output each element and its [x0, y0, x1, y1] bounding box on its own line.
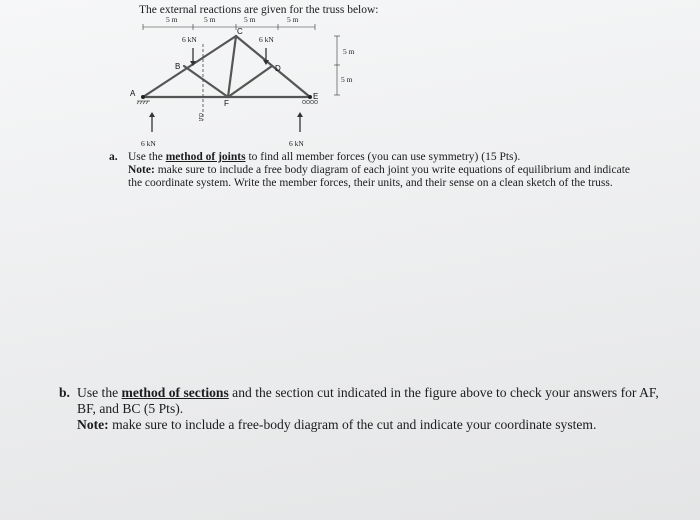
- top-dimension-line: [143, 24, 315, 30]
- top-dim-3: 5 m: [244, 15, 256, 24]
- joint-label-b: B: [175, 62, 181, 71]
- applied-load-label-right: 6 kN: [259, 35, 274, 44]
- part-b-note: Note: make sure to include a free-body diagram of the cut and indicate your coordinate system.: [77, 416, 597, 432]
- joint-label-a: A: [130, 89, 136, 98]
- method-of-joints: method of joints: [165, 151, 246, 163]
- top-dim-4: 5 m: [287, 15, 299, 24]
- question-part-a: [109, 151, 639, 191]
- roller-support-e: [302, 100, 317, 103]
- question-part-b: [59, 385, 659, 432]
- section-cut-label: cut: [197, 113, 203, 122]
- top-dim-1: 5 m: [166, 15, 178, 24]
- joint-label-d: D: [275, 64, 281, 73]
- right-dim-1: 5 m: [343, 47, 355, 56]
- truss-members: [143, 36, 310, 97]
- right-dim-2: 5 m: [341, 75, 353, 84]
- reaction-arrow-right: [297, 112, 303, 132]
- reaction-label-left: 6 kN: [141, 139, 156, 148]
- joint-label-c: C: [237, 27, 243, 36]
- method-of-sections: method of sections: [121, 385, 229, 400]
- part-a-note-label: Note:: [128, 164, 155, 177]
- part-b-note-label: Note:: [77, 416, 109, 432]
- part-a-note: Note: make sure to include a free body diagram of each joint you write equations of equilibrium and indicate the coordinate system. Write the member forces, their units, and their sense on a clean sketch of the truss.: [128, 164, 631, 190]
- truss-figure: [115, 14, 385, 154]
- part-a-instruction: Use the method of joints to find all member forces (you can use symmetry) (15 Pts).: [128, 151, 521, 163]
- right-dimension-line: [334, 36, 340, 95]
- intro-text: The external reactions are given for the truss below:: [139, 4, 379, 16]
- joint-label-f: F: [224, 99, 229, 108]
- joint-label-e: E: [313, 92, 319, 101]
- pin-support-a: [137, 101, 150, 104]
- joint-e-pin: [308, 95, 312, 99]
- top-dim-2: 5 m: [204, 15, 216, 24]
- part-b-letter: b.: [59, 385, 70, 400]
- reaction-label-right: 6 kN: [289, 139, 304, 148]
- applied-load-label-left: 6 kN: [182, 35, 197, 44]
- joint-a-pin: [141, 95, 145, 99]
- reaction-arrow-left: [149, 112, 155, 132]
- part-a-letter: a.: [109, 151, 118, 163]
- part-b-instruction: Use the method of sections and the section cut indicated in the figure above to check your answers for AF, BF, and BC (5 Pts).: [77, 385, 659, 416]
